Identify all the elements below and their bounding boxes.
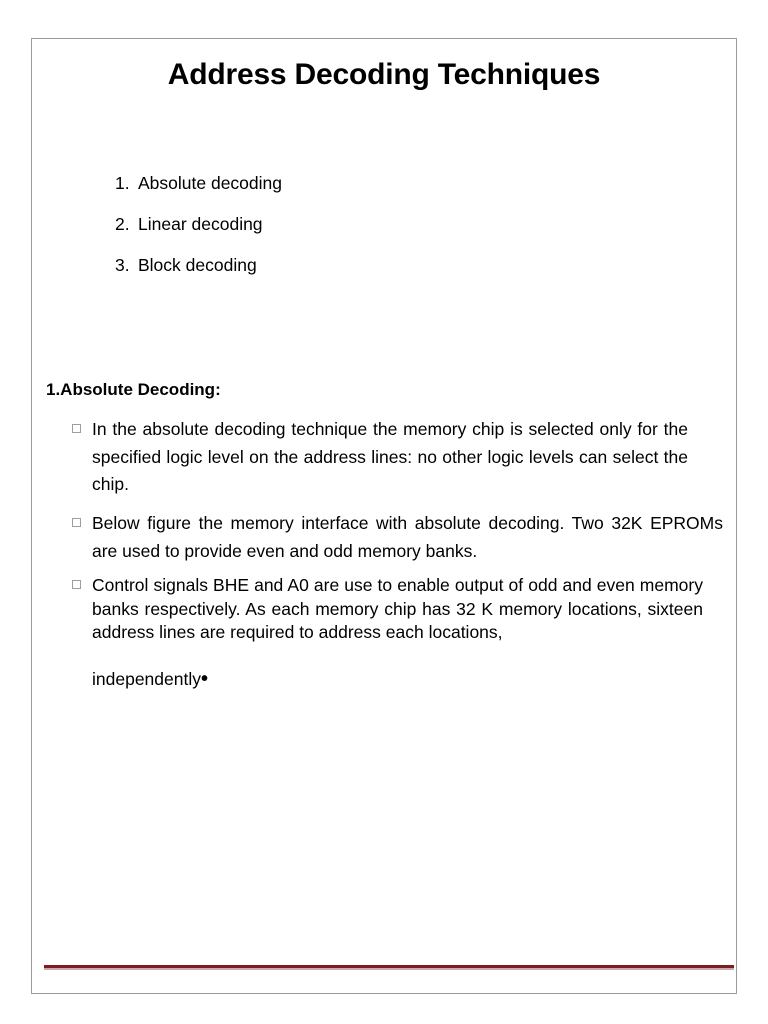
page-title: Address Decoding Techniques bbox=[167, 58, 601, 91]
list-item-label: Absolute decoding bbox=[138, 173, 282, 193]
bullet-box-icon bbox=[72, 518, 81, 527]
bullet-box-icon bbox=[72, 580, 81, 589]
bullet-text: In the absolute decoding technique the memory chip is selected only for the specified logic level on the address lines: no other logic levels can select the chip. bbox=[92, 419, 688, 494]
techniques-list bbox=[115, 172, 282, 295]
section-heading: 1.Absolute Decoding: bbox=[46, 380, 221, 399]
list-item-label: Block decoding bbox=[138, 255, 257, 275]
list-item bbox=[115, 254, 282, 295]
bullet-trailing-word: independently bbox=[92, 668, 201, 689]
bullet-box-icon bbox=[72, 424, 81, 433]
bullet-text-group bbox=[92, 574, 703, 691]
footer-rule bbox=[44, 965, 734, 970]
list-item-number: 3. bbox=[115, 255, 130, 275]
list-item bbox=[115, 213, 282, 254]
list-item bbox=[115, 172, 282, 213]
list-item-number: 2. bbox=[115, 214, 130, 234]
list-item-number: 1. bbox=[115, 173, 130, 193]
bullet-trailing-line bbox=[92, 668, 703, 692]
bullet-text: Control signals BHE and A0 are use to enable output of odd and even memory banks respectively. As each memory chip has 32 K memory locations, sixteen address lines are required to address each locations, bbox=[92, 575, 703, 642]
list-item-label: Linear decoding bbox=[138, 214, 263, 234]
bullet-dot-icon: • bbox=[200, 667, 208, 690]
bullet-text: Below figure the memory interface with absolute decoding. Two 32K EPROMs are used to provide even and odd memory banks. bbox=[92, 513, 723, 561]
